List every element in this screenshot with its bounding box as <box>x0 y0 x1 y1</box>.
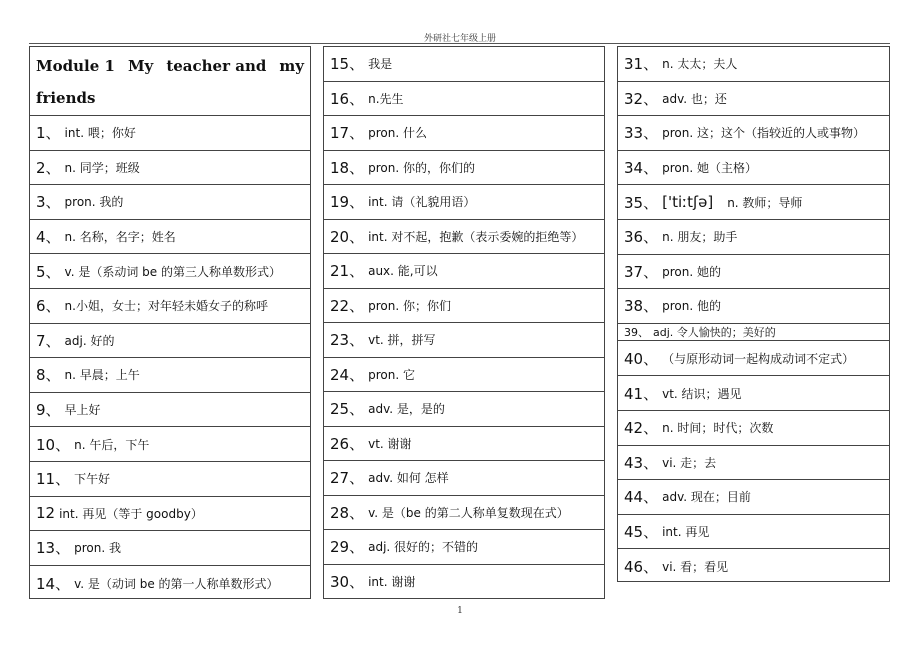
entry-definition: vt. 结识；遇见 <box>662 386 742 401</box>
vocab-row <box>324 461 604 496</box>
vocab-row <box>30 531 310 566</box>
entry-definition: n.先生 <box>368 91 404 106</box>
entry-definition: vi. 看；看见 <box>662 560 729 575</box>
entry-definition: adv. 是，是的 <box>368 402 445 417</box>
entry-number: 42、 <box>624 419 659 438</box>
vocab-row <box>30 289 310 324</box>
entry-number: 46、 <box>624 558 659 577</box>
entry-definition: pron. 这；这个（指较近的人或事物） <box>662 126 865 141</box>
entry-definition: adj. 令人愉快的；美好的 <box>653 325 776 339</box>
vocab-row <box>324 289 604 324</box>
entry-definition: pron. 你；你们 <box>368 298 451 313</box>
vocab-row <box>30 151 310 186</box>
entry-number: 45、 <box>624 523 659 542</box>
vocab-row <box>324 220 604 255</box>
entry-definition: pron. 我 <box>74 541 121 556</box>
entry-definition: n. 午后，下午 <box>74 437 150 452</box>
entry-definition: pron. 你的，你们的 <box>368 160 475 175</box>
vocab-row <box>618 411 889 446</box>
entry-number: 6、 <box>36 297 61 316</box>
title-line-2: friends <box>36 89 96 107</box>
vocab-row <box>324 392 604 427</box>
vocab-row <box>324 565 604 600</box>
title-word: Module 1 <box>36 57 115 75</box>
entry-definition: vt. 拼，拼写 <box>368 333 436 348</box>
vocab-row <box>324 254 604 289</box>
vocab-row <box>324 323 604 358</box>
entry-definition: int. 对不起，抱歉（表示委婉的拒绝等） <box>368 229 584 244</box>
entry-number: 41、 <box>624 384 659 403</box>
vocab-row <box>618 324 889 341</box>
entry-definition: adv. 现在；目前 <box>662 490 751 505</box>
entry-number: 2、 <box>36 158 61 177</box>
entry-definition: 早上好 <box>64 403 101 418</box>
entry-number: 36、 <box>624 228 659 247</box>
vocab-row <box>30 220 310 255</box>
vocab-row <box>618 47 889 82</box>
entry-number: 7、 <box>36 331 61 350</box>
entry-number: 39、 <box>624 325 649 339</box>
entry-number: 27、 <box>330 469 365 488</box>
entry-number: 4、 <box>36 228 61 247</box>
entry-number: 25、 <box>330 400 365 419</box>
vocab-row <box>618 82 889 117</box>
entry-number: 9、 <box>36 401 61 420</box>
entry-definition: adv. 如何 怎样 <box>368 471 449 486</box>
entry-number: 38、 <box>624 297 659 316</box>
title-word: my <box>279 57 304 75</box>
entry-number: 3、 <box>36 193 61 212</box>
entry-number: 44、 <box>624 488 659 507</box>
vocab-row <box>324 116 604 151</box>
vocab-row <box>30 566 310 601</box>
entry-definition: int. 再见（等于 goodby） <box>59 506 203 521</box>
vocab-row <box>618 289 889 324</box>
entry-definition: pron. 什么 <box>368 126 427 141</box>
entry-number: 14、 <box>36 574 71 593</box>
entry-number: 37、 <box>624 262 659 281</box>
entry-number: 30、 <box>330 573 365 592</box>
page-header: 外研社七年级上册 <box>423 34 496 44</box>
entry-number: 40、 <box>624 349 659 368</box>
entry-definition: （与原形动词一起构成动词不定式） <box>662 351 855 366</box>
entry-number: 33、 <box>624 124 659 143</box>
entry-number: 21、 <box>330 262 365 281</box>
entry-number: 26、 <box>330 434 365 453</box>
vocab-row <box>618 480 889 515</box>
vocab-column-3 <box>617 46 890 582</box>
entry-definition: n. 早晨；上午 <box>64 368 140 383</box>
vocab-row <box>324 151 604 186</box>
entry-number: 18、 <box>330 158 365 177</box>
module-title <box>30 47 310 116</box>
entry-definition: n.小姐，女士；对年轻未婚女子的称呼 <box>64 299 268 314</box>
entry-number: 32、 <box>624 89 659 108</box>
vocab-row <box>618 116 889 151</box>
vocab-column-1 <box>29 46 311 599</box>
entry-definition: vt. 谢谢 <box>368 436 412 451</box>
entry-definition: n. 同学；班级 <box>64 160 140 175</box>
vocab-row <box>324 47 604 82</box>
vocab-row <box>30 324 310 359</box>
vocab-row <box>30 497 310 532</box>
entry-definition: int. 再见 <box>662 525 710 540</box>
entry-number: 35、 <box>624 193 659 212</box>
vocab-row <box>30 116 310 151</box>
vocab-row <box>30 427 310 462</box>
vocab-row <box>618 549 889 584</box>
vocab-row <box>618 341 889 377</box>
header-rule <box>29 43 890 44</box>
vocab-row <box>324 427 604 462</box>
entry-number: 28、 <box>330 503 365 522</box>
entry-definition: adj. 好的 <box>64 333 115 348</box>
vocab-row <box>30 393 310 428</box>
vocab-row <box>618 376 889 411</box>
entry-number: 16、 <box>330 89 365 108</box>
entry-number: 22、 <box>330 296 365 315</box>
page-number: 1 <box>457 606 463 616</box>
vocab-row <box>30 185 310 220</box>
entry-number: 13、 <box>36 539 71 558</box>
entry-definition: n. 时间；时代；次数 <box>662 421 774 436</box>
vocab-row <box>324 185 604 220</box>
vocab-row <box>324 496 604 531</box>
vocab-row <box>618 220 889 255</box>
entry-number: 12 <box>36 504 56 523</box>
vocab-row <box>324 82 604 117</box>
entry-definition: aux. 能,可以 <box>368 264 438 279</box>
entry-number: 29、 <box>330 538 365 557</box>
entry-number: 34、 <box>624 159 659 178</box>
entry-number: 5、 <box>36 262 61 281</box>
entry-definition: pron. 她的 <box>662 264 721 279</box>
entry-definition: n. 朋友；助手 <box>662 230 738 245</box>
entry-number: 20、 <box>330 227 365 246</box>
entry-definition: n. 太太；夫人 <box>662 57 738 72</box>
vocab-column-2 <box>323 46 605 599</box>
entry-number: 15、 <box>330 55 365 74</box>
entry-definition: v. 是（动词 be 的第一人称单数形式） <box>74 576 279 591</box>
entry-number: 1、 <box>36 124 61 143</box>
vocab-row <box>324 530 604 565</box>
entry-definition: int. 请（礼貌用语） <box>368 195 476 210</box>
entry-definition: n. 教师；导师 <box>727 195 803 210</box>
entry-definition: int. 喂；你好 <box>64 126 136 141</box>
vocab-row <box>618 255 889 290</box>
title-word: My <box>127 57 154 75</box>
vocab-row <box>618 515 889 550</box>
entry-definition: 我是 <box>368 57 393 72</box>
entry-number: 17、 <box>330 124 365 143</box>
entry-number: 8、 <box>36 366 61 385</box>
entry-definition: adj. 很好的；不错的 <box>368 540 479 555</box>
phonetic: ['tiːtʃə] <box>662 193 714 212</box>
entry-definition: int. 谢谢 <box>368 575 416 590</box>
entry-definition: n. 名称，名字；姓名 <box>64 230 176 245</box>
entry-number: 31、 <box>624 55 659 74</box>
vocab-row <box>324 358 604 393</box>
entry-number: 11、 <box>36 470 71 489</box>
entry-number: 24、 <box>330 365 365 384</box>
vocab-row <box>30 254 310 289</box>
vocab-row <box>618 185 889 220</box>
entry-definition: 下午好 <box>74 472 111 487</box>
entry-number: 10、 <box>36 435 71 454</box>
entry-definition: pron. 它 <box>368 367 415 382</box>
entry-definition: pron. 她（主格） <box>662 161 757 176</box>
entry-number: 43、 <box>624 453 659 472</box>
entry-definition: adv. 也；还 <box>662 91 727 106</box>
entry-number: 23、 <box>330 331 365 350</box>
vocab-row <box>618 446 889 481</box>
entry-definition: pron. 我的 <box>64 195 124 210</box>
vocab-row <box>30 358 310 393</box>
entry-number: 19、 <box>330 193 365 212</box>
entry-definition: v. 是（be 的第二人称单复数现在式） <box>368 505 569 520</box>
title-word: teacher and <box>166 57 267 75</box>
entry-definition: v. 是（系动词 be 的第三人称单数形式） <box>64 264 281 279</box>
vocab-row <box>30 462 310 497</box>
vocab-row <box>618 151 889 186</box>
entry-definition: pron. 他的 <box>662 299 721 314</box>
entry-definition: vi. 走；去 <box>662 455 717 470</box>
